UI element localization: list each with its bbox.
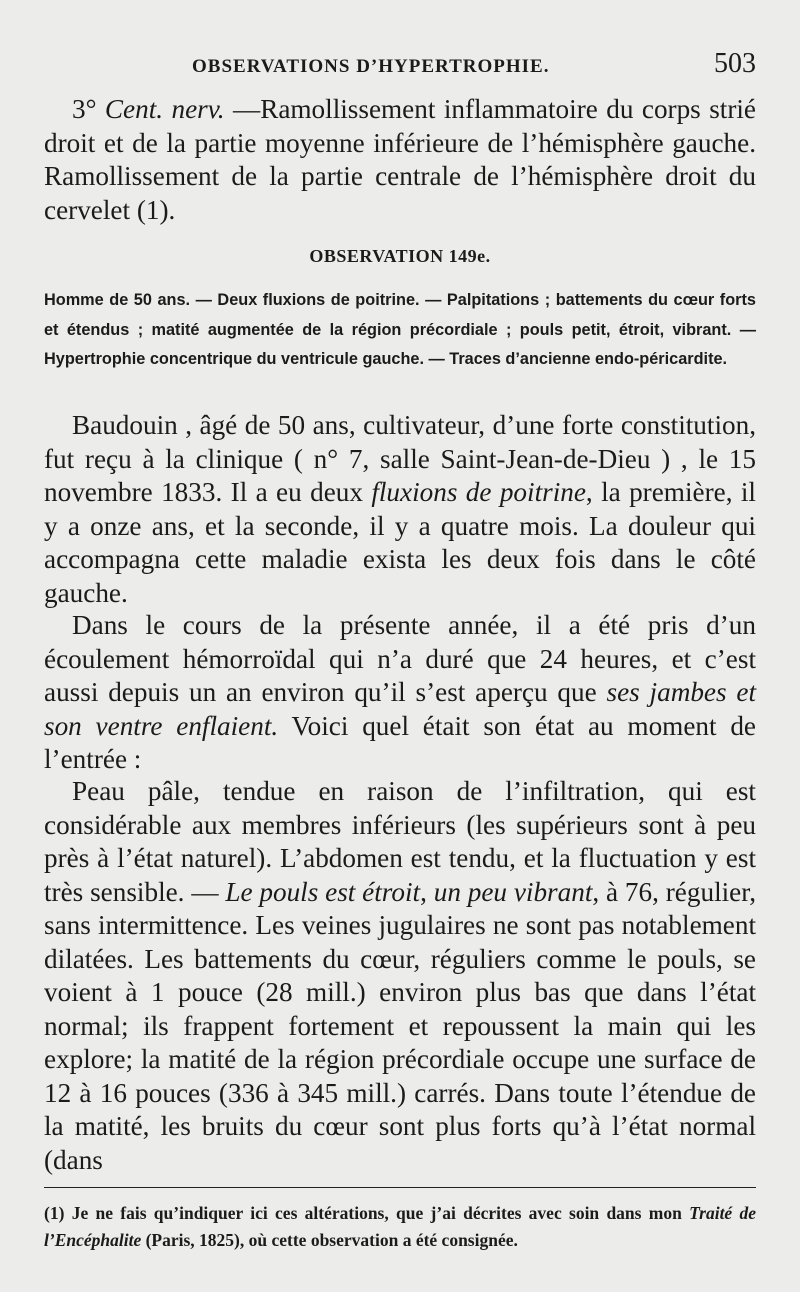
paragraph-2 [44,609,756,777]
observation-summary: Homme de 50 ans. — Deux fluxions de poitrine. — Palpitations ; battements du cœur forts et étendus ; matité augmentée de la région précordiale ; pouls petit, étroit, vibrant. — Hypertrophie concentrique du ventricule gauche. — Traces d’ancienne endo-péricardite. [44,291,756,368]
para2-text-a: Dans le cours de la présente année, il a été pris d’un écoulement hémorroïdal qui n’a duré que 24 heures, et c’est aussi depuis un an environ qu’il s’est aperçu que [44,610,756,707]
para1-text-b: , la première, il y a onze ans, et la seconde, il y a quatre mois. La douleur qui accompagna cette maladie exista les deux fois dans le côté gauche. [44,477,756,608]
para3-italic-2: un peu vibrant [433,876,593,907]
intro-text: —Ramollissement inflammatoire du corps strié droit et de la partie moyenne inférieure de l’hémisphère gauche. Ramollissement de la partie centrale de l’hémisphère droit du cervelet (1). [44,94,757,225]
footnote-rule [44,1187,756,1188]
page-number: 503 [714,48,756,79]
paragraph-1 [44,409,756,610]
intro-prefix: 3° [72,94,105,124]
footnote [44,1200,756,1254]
footnote-italic: Traité de l’Encéphalite [44,1203,757,1250]
running-title: OBSERVATIONS D’HYPERTROPHIE. [192,56,550,77]
para2-text-b: Voici quel était son état au moment de l’entrée : [44,710,756,774]
footnote-text-b: (Paris, 1825), où cette observation a été consignée. [141,1230,518,1250]
footnote-text-a: (1) Je ne fais qu’indiquer ici ces altérations, que j’ai décrites avec soin dans mon [44,1203,690,1223]
running-header [44,50,756,90]
paragraph-3 [44,775,756,1177]
observation-title: OBSERVATION 149e. [309,246,491,266]
para3-comma: , [420,876,434,907]
intro-italic: Cent. nerv. [104,94,225,124]
para1-text-a: Baudouin , âgé de 50 ans, cultivateur, d’une forte constitution, fut reçu à la clinique ( n° 7, salle Saint-Jean-de-Dieu ) , le 15 novembre 1833. Il a eu deux [44,410,756,507]
para1-italic: fluxions de poitrine [371,477,586,507]
para3-italic-1: Le pouls est étroit [225,876,421,907]
para2-italic: ses jambes et son ventre enflaient. [44,677,757,741]
intro-paragraph [44,93,756,227]
para3-text-a: Peau pâle, tendue en raison de l’infiltration, qui est considérable aux membres inférieurs (les supérieurs sont à peu près à l’état naturel). L’abdomen est tendu, et la fluctuation y est très sensible. — [44,776,756,907]
para3-text-b: , à 76, régulier, sans intermittence. Les veines jugulaires ne sont pas notablement dilatées. Les battements du cœur, réguliers comme le pouls, se voient à 1 pouce (28 mill.) environ plus bas que dans l’état normal; ils frappent fortement et repoussent la main qui les explore; la matité de la région précordiale occupe une surface de 12 à 16 pouces (336 à 345 mill.) carrés. Dans toute l’étendue de la matité, les bruits du cœur sont plus forts qu’à l’état normal (dans [44,876,757,1175]
